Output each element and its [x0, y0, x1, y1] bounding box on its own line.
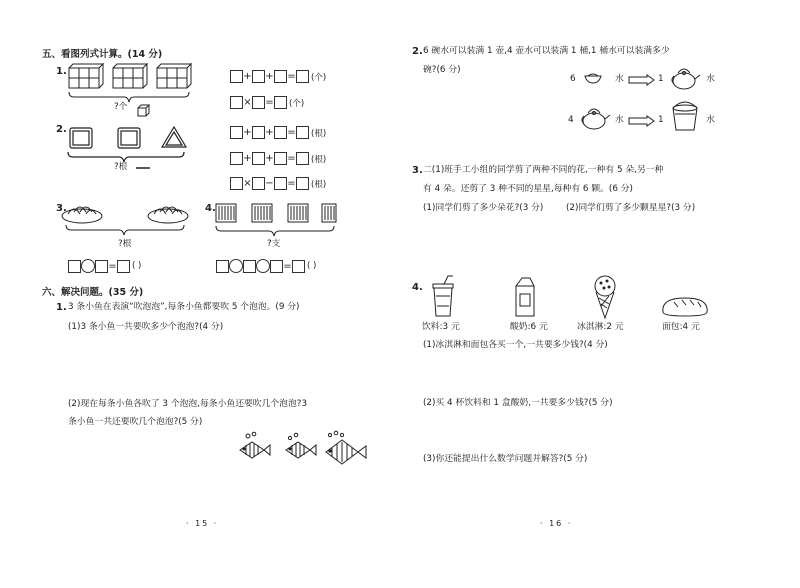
operator-circle[interactable] — [256, 259, 270, 273]
kettle-icon — [668, 64, 700, 92]
item-label-drink: 饮料:3 元 — [422, 322, 460, 332]
r-q2-row2-right-num: 1 — [658, 115, 664, 125]
answer-box[interactable] — [216, 260, 229, 273]
q4-number: 4. — [205, 203, 216, 214]
q2-equation-3: × − = (根) — [230, 177, 326, 190]
s6-q1-sub2-line1: (2)现在每条小鱼各吹了 3 个泡泡,每条小鱼还要吹几个泡泡?3 — [68, 399, 308, 409]
answer-box[interactable] — [296, 70, 309, 83]
answer-box[interactable] — [68, 260, 81, 273]
cube-group-3 — [157, 64, 191, 88]
answer-box[interactable] — [252, 177, 265, 190]
r-q2-line2: 碗?(6 分) — [423, 65, 461, 75]
answer-box[interactable] — [252, 96, 265, 109]
r-q4-number: 4. — [412, 282, 423, 293]
item-label-yogurt: 酸奶:6 元 — [510, 322, 548, 332]
answer-box[interactable] — [296, 126, 309, 139]
r-q3-number: 3. — [412, 165, 423, 176]
bread-icon — [660, 294, 710, 318]
s6-q1-text: 3 条小鱼在表演“吹泡泡”,每条小鱼都要吹 5 个泡泡。(9 分) — [68, 302, 300, 312]
operator-circle[interactable] — [81, 259, 95, 273]
q2-number: 2. — [56, 124, 67, 135]
bowl-icon — [583, 70, 603, 86]
cube-group-1 — [69, 64, 103, 88]
item-label-bread: 面包:4 元 — [662, 322, 700, 332]
pencil-boxes-illustration — [214, 200, 344, 240]
r-q2-row1-left: 6 — [570, 74, 576, 84]
section5-heading: 五、看图列式计算。(14 分) — [42, 49, 163, 60]
unit-label: (个) — [311, 72, 327, 83]
answer-box[interactable] — [230, 70, 243, 83]
q1-equation-2: × = (个) — [230, 96, 304, 109]
s6-q1-sub2-line2: 条小鱼一共还要吹几个泡泡?(5 分) — [68, 417, 203, 427]
stick-shapes-illustration — [66, 122, 192, 172]
q3-equation: = ( ) — [68, 259, 141, 273]
page-number: · 15 · — [186, 519, 219, 528]
fish-1 — [240, 432, 270, 458]
answer-box[interactable] — [230, 126, 243, 139]
answer-box[interactable] — [252, 152, 265, 165]
answer-box[interactable] — [117, 260, 130, 273]
r-q2-row1-mid: 水 — [615, 74, 624, 84]
s6-q1-number: 1. — [56, 302, 67, 313]
ice-cream-icon — [592, 274, 618, 320]
s6-q1-sub1: (1)3 条小鱼一共要吹多少个泡泡?(4 分) — [68, 322, 224, 332]
answer-box[interactable] — [274, 152, 287, 165]
answer-box[interactable] — [230, 152, 243, 165]
unit-label: ( ) — [307, 261, 317, 271]
q3-number: 3. — [56, 203, 67, 214]
answer-box[interactable] — [230, 96, 243, 109]
unit-label: ( ) — [132, 261, 142, 271]
yogurt-box-icon — [512, 276, 538, 318]
answer-box[interactable] — [274, 126, 287, 139]
arrow-icon — [628, 116, 656, 126]
r-q3-sub1: (1)同学们剪了多少朵花?(3 分) — [423, 203, 544, 213]
r-q3-line1: 二(1)班手工小组的同学剪了两种不同的花,一种有 5 朵,另一种 — [423, 165, 664, 175]
r-q2-row1-right: 水 — [706, 74, 715, 84]
kettle-icon — [578, 104, 610, 132]
answer-box[interactable] — [95, 260, 108, 273]
r-q2-number: 2. — [412, 46, 423, 57]
answer-box[interactable] — [274, 177, 287, 190]
r-q3-sub2: (2)同学们剪了多少颗星星?(3 分) — [566, 203, 696, 213]
arrow-icon — [628, 75, 656, 85]
cube-group-2 — [113, 64, 147, 88]
answer-box[interactable] — [252, 126, 265, 139]
r-q4-sub3: (3)你还能提出什么数学问题并解答?(5 分) — [423, 454, 588, 464]
r-q4-sub1: (1)冰淇淋和面包各买一个,一共要多少钱?(4 分) — [423, 340, 608, 350]
operator-circle[interactable] — [229, 259, 243, 273]
r-q2-row2-left: 4 — [568, 115, 574, 125]
q1-number: 1. — [56, 66, 67, 77]
shrimp-plates-illustration — [60, 198, 190, 238]
answer-box[interactable] — [243, 260, 256, 273]
drink-cup-icon — [430, 276, 456, 318]
r-q3-line2: 有 4 朵。还剪了 3 种不同的星星,每种有 6 颗。(6 分) — [423, 184, 633, 194]
fish-illustration — [230, 432, 370, 470]
bucket-icon — [668, 100, 702, 134]
answer-box[interactable] — [230, 177, 243, 190]
answer-box[interactable] — [274, 96, 287, 109]
item-label-ice-cream: 冰淇淋:2 元 — [577, 322, 624, 332]
r-q2-row2-mid: 水 — [615, 115, 624, 125]
r-q2-row2-right: 水 — [706, 115, 715, 125]
unit-label: (个) — [289, 98, 305, 109]
right-page — [400, 0, 800, 588]
answer-box[interactable] — [292, 260, 305, 273]
fish-3 — [326, 431, 366, 464]
cubes-illustration — [66, 64, 196, 116]
q2-caption: ?根 — [114, 162, 128, 172]
answer-box[interactable] — [296, 152, 309, 165]
unit-label: (根) — [311, 128, 327, 139]
r-q2-line1: 6 碗水可以装满 1 壶,4 壶水可以装满 1 桶,1 桶水可以装满多少 — [423, 46, 670, 56]
section6-heading: 六、解决问题。(35 分) — [42, 287, 144, 298]
q4-caption: ?支 — [267, 239, 281, 249]
q1-equation-1: + + = (个) — [230, 70, 326, 83]
q2-equation-1: + + = (根) — [230, 126, 326, 139]
q1-caption: ?个 — [114, 102, 128, 112]
unit-label: (根) — [311, 154, 327, 165]
q2-equation-2: + + = (根) — [230, 152, 326, 165]
r-q2-row1-right-num: 1 — [658, 74, 664, 84]
answer-box[interactable] — [274, 70, 287, 83]
answer-box[interactable] — [252, 70, 265, 83]
unit-label: (根) — [311, 179, 327, 190]
page-number: · 16 · — [540, 519, 573, 528]
fish-2 — [286, 433, 316, 458]
answer-box[interactable] — [270, 260, 283, 273]
q4-equation: = ( ) — [216, 259, 316, 273]
answer-box[interactable] — [296, 177, 309, 190]
r-q4-sub2: (2)买 4 杯饮料和 1 盒酸奶,一共要多少钱?(5 分) — [423, 398, 613, 408]
q3-caption: ?根 — [118, 239, 132, 249]
